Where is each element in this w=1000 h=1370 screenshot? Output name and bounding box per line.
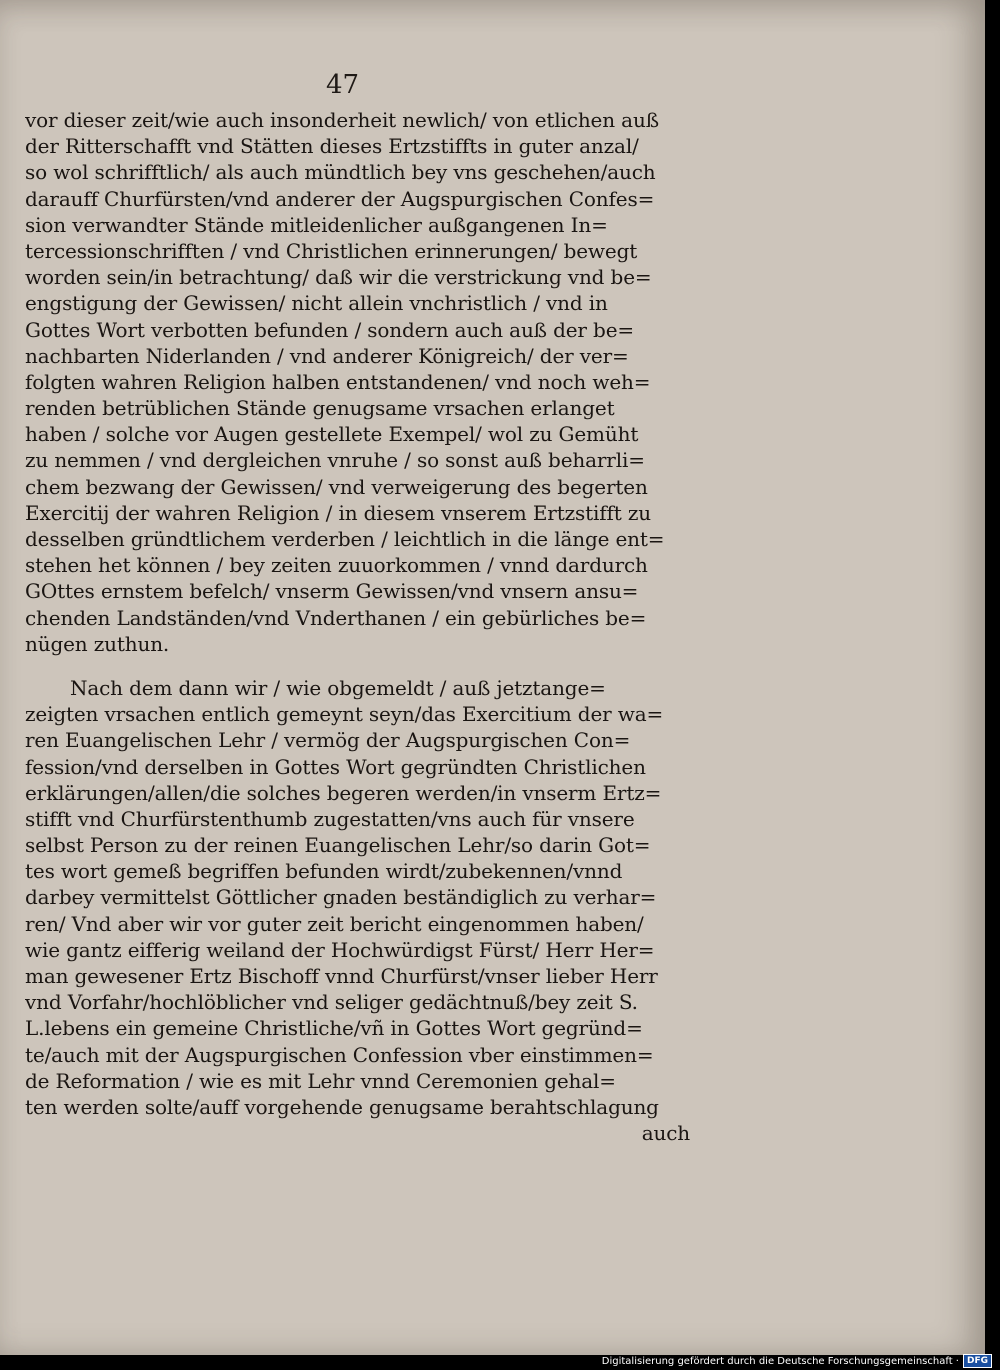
page-number: 47 — [326, 70, 360, 100]
text-line: chem bezwang der Gewissen/ vnd verweigerung des begerten — [25, 474, 648, 499]
text-line: darauff Churfürsten/vnd anderer der Augspurgischen Confes= — [25, 186, 655, 211]
text-line: de Reformation / wie es mit Lehr vnnd Ceremonien gehal= — [25, 1068, 616, 1093]
text-line: selbst Person zu der reinen Euangelischen Lehr/so darin Got= — [25, 833, 651, 858]
text-line: vor dieser zeit/wie auch insonderheit newlich/ von etlichen auß — [25, 108, 659, 132]
text-line: ren Euangelischen Lehr / vermög der Augspurgischen Con= — [25, 728, 631, 753]
text-line: vnd Vorfahr/hochlöblicher vnd seliger gedächtnuß/bey zeit S. — [25, 990, 638, 1015]
text-block — [25, 107, 690, 1146]
text-line: Exercitij der wahren Religion / in diesem vnserem Ertzstifft zu — [25, 500, 651, 525]
text-line: ren/ Vnd aber wir vor guter zeit bericht eingenommen haben/ — [25, 911, 644, 936]
text-line: te/auch mit der Augspurgischen Confession vber einstimmen= — [25, 1042, 654, 1067]
text-line: stehen het können / bey zeiten zuuorkommen / vnnd dardurch — [25, 553, 648, 578]
text-line: GOttes ernstem befelch/ vnserm Gewissen/vnd vnsern ansu= — [25, 579, 639, 604]
text-line: L.lebens ein gemeine Christliche/vñ in Gottes Wort gegründ= — [25, 1016, 643, 1041]
paragraph-gap — [25, 657, 690, 675]
text-line: tes wort gemeß begriffen befunden wirdt/zubekennen/vnnd — [25, 859, 623, 884]
text-line: nachbarten Niderlanden / vnd anderer Königreich/ der ver= — [25, 343, 629, 368]
footer — [602, 1355, 992, 1367]
footer-credit: Digitalisierung gefördert durch die Deutsche Forschungsgemeinschaft · — [601, 1355, 959, 1367]
text-line: renden betrüblichen Stände genugsame vrsachen erlanget — [25, 396, 615, 421]
text-line: desselben gründtlichem verderben / leichtlich in die länge ent= — [25, 527, 665, 551]
text-line: chenden Landständen/vnd Vnderthanen / ein gebürliches be= — [25, 605, 647, 630]
text-line: Nach dem dann wir / wie obgemeldt / auß jetztange= — [70, 675, 606, 700]
text-line: worden sein/in betrachtung/ daß wir die verstrickung vnd be= — [25, 265, 652, 290]
text-line: so wol schrifftlich/ als auch mündtlich bey vns geschehen/auch — [25, 160, 656, 185]
text-line: Gottes Wort verbotten befunden / sondern auch auß der be= — [25, 317, 634, 342]
text-line: wie gantz eifferig weiland der Hochwürdigst Fürst/ Herr Her= — [25, 937, 655, 962]
text-line: darbey vermittelst Göttlicher gnaden beständiglich zu verhar= — [25, 885, 657, 910]
text-line: ten werden solte/auff vorgehende genugsame berahtschlagung — [25, 1094, 659, 1119]
text-line: sion verwandter Stände mitleidenlicher außgangenen In= — [25, 212, 608, 237]
text-line: folgten wahren Religion halben entstandenen/ vnd noch weh= — [25, 369, 651, 394]
catchword: auch — [641, 1121, 690, 1146]
text-line: der Ritterschafft vnd Stätten dieses Ertzstiffts in guter anzal/ — [25, 134, 639, 159]
paragraph-2 — [25, 675, 690, 1120]
dfg-logo-icon: DFG — [963, 1354, 992, 1368]
paragraph-1 — [25, 107, 690, 657]
text-line: man gewesener Ertz Bischoff vnnd Churfürst/vnser lieber Herr — [25, 964, 658, 988]
text-line: nügen zuthun. — [25, 631, 170, 656]
text-line: engstigung der Gewissen/ nicht allein vnchristlich / vnd in — [25, 291, 608, 316]
text-line: fession/vnd derselben in Gottes Wort gegründten Christlichen — [25, 754, 646, 779]
text-line: haben / solche vor Augen gestellete Exempel/ wol zu Gemüht — [25, 422, 639, 447]
text-line: tercessionschrifften / vnd Christlichen erinnerungen/ bewegt — [25, 238, 638, 263]
text-line: zu nemmen / vnd dergleichen vnruhe / so sonst auß beharrli= — [25, 448, 645, 473]
text-line: zeigten vrsachen entlich gemeynt seyn/das Exercitium der wa= — [25, 702, 664, 727]
text-line: stifft vnd Churfürstenthumb zugestatten/vns auch für vnsere — [25, 806, 635, 831]
text-line: erklärungen/allen/die solches begeren werden/in vnserm Ertz= — [25, 780, 662, 805]
